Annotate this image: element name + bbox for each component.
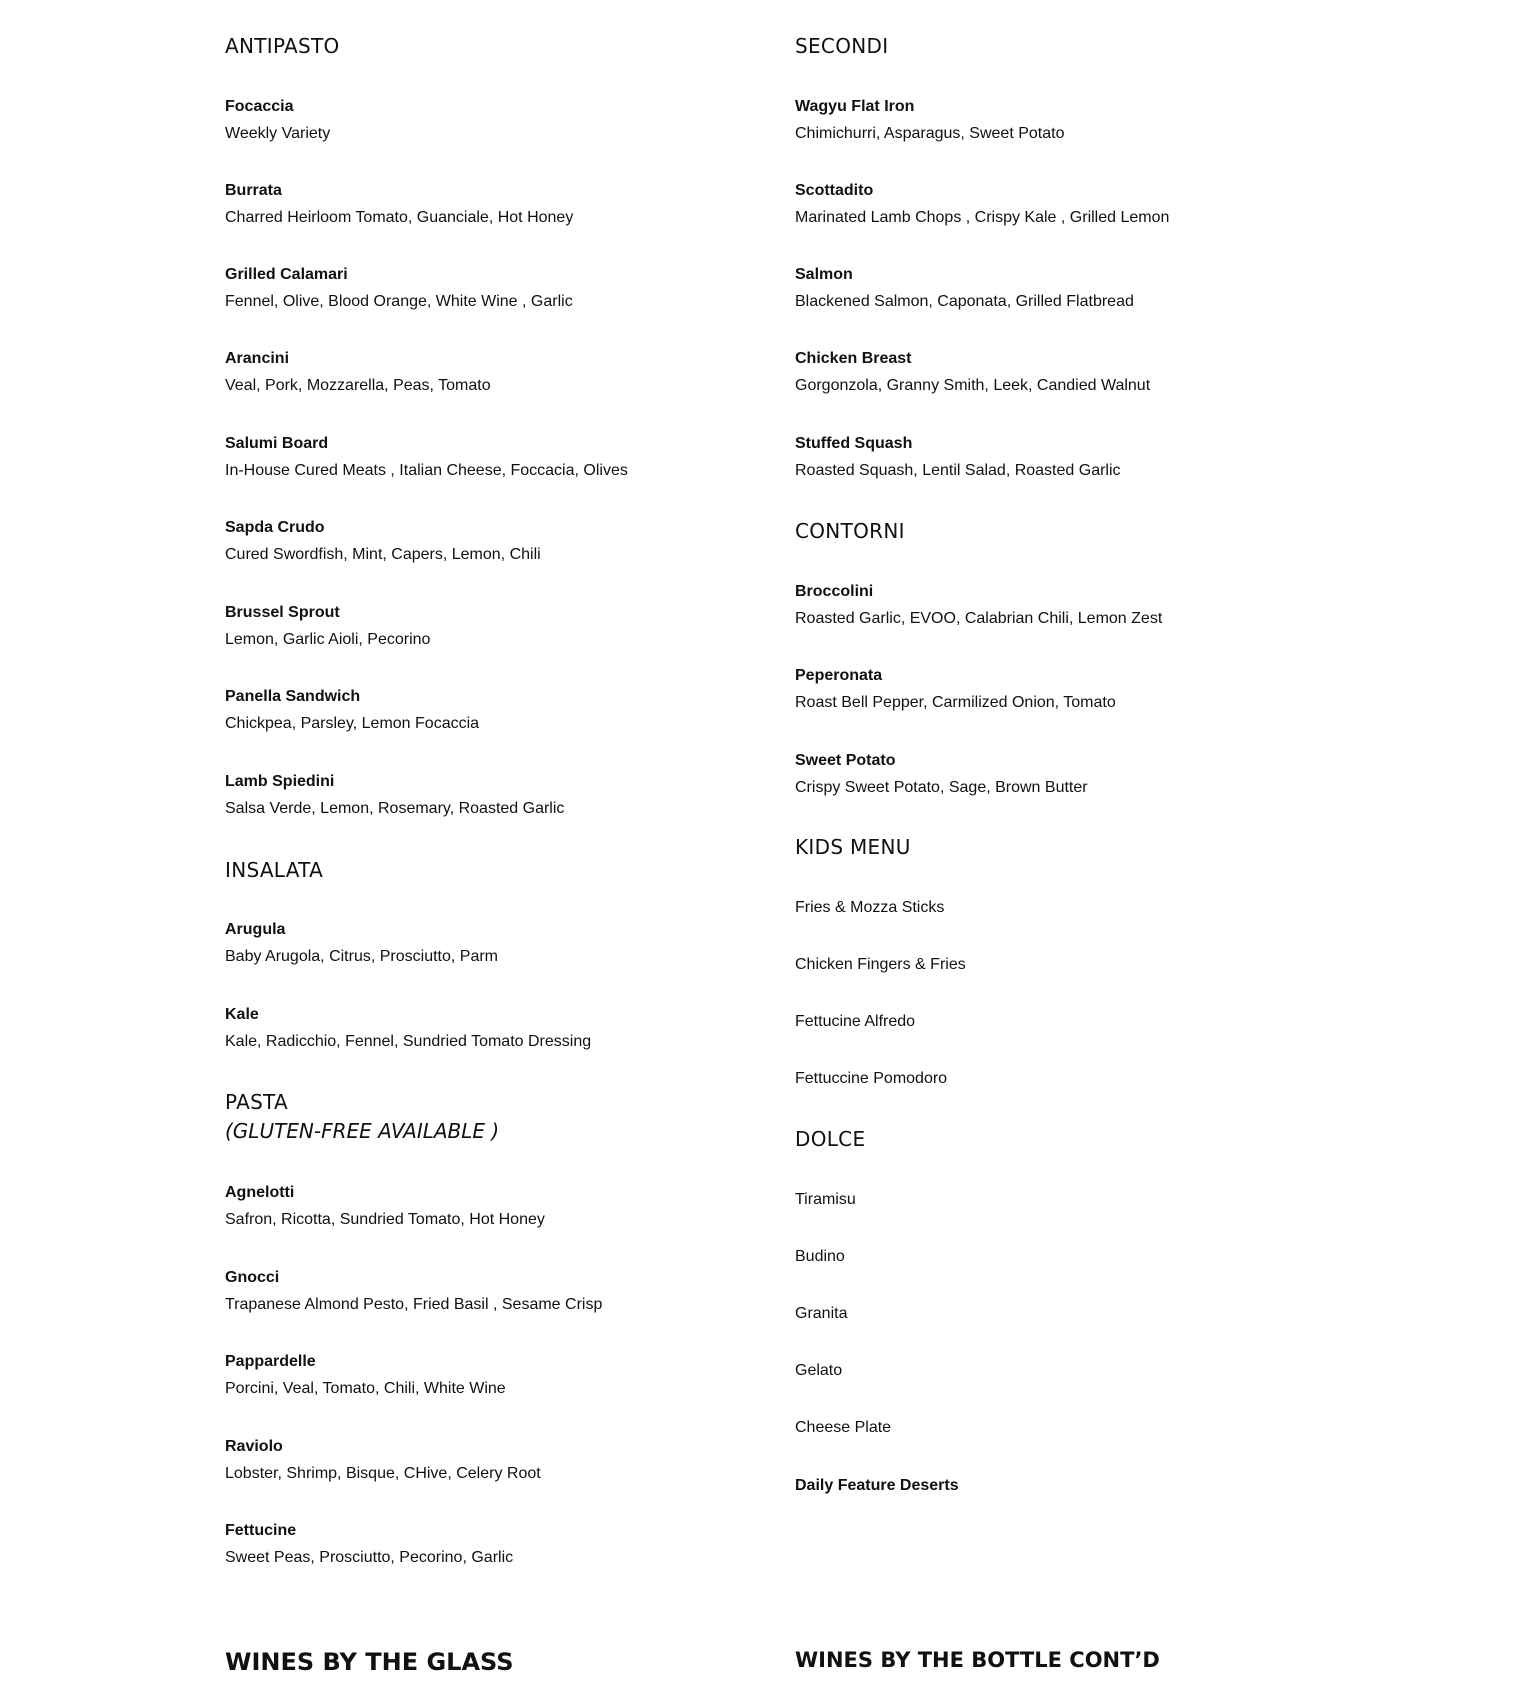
menu-item xyxy=(225,349,785,396)
section-title-wines-bottle: WINES BY THE BOTTLE CONT’D xyxy=(795,1648,1160,1672)
item-name: Focaccia xyxy=(225,98,294,115)
item-name: Arancini xyxy=(225,350,290,367)
item-desc: Roasted Squash, Lentil Salad, Roasted Garlic xyxy=(795,462,1121,479)
list-item: Cheese Plate xyxy=(795,1419,892,1436)
item-name: Gnocci xyxy=(225,1269,280,1286)
item-name: Arugula xyxy=(225,921,286,938)
menu-item xyxy=(225,97,785,144)
menu-item xyxy=(795,265,1355,312)
item-name: Brussel Sprout xyxy=(225,604,340,621)
item-name: Grilled Calamari xyxy=(225,266,348,283)
list-item: Granita xyxy=(795,1305,848,1322)
item-desc: Roast Bell Pepper, Carmilized Onion, Tomato xyxy=(795,694,1116,711)
menu-item xyxy=(225,1521,785,1568)
item-name: Agnelotti xyxy=(225,1184,295,1201)
item-name: Sweet Potato xyxy=(795,752,896,769)
item-name: Pappardelle xyxy=(225,1353,316,1370)
item-name: Fettucine xyxy=(225,1522,297,1539)
menu-item xyxy=(225,1437,785,1484)
item-name: Stuffed Squash xyxy=(795,435,913,452)
menu-item xyxy=(225,1005,785,1052)
item-desc: Weekly Variety xyxy=(225,125,331,142)
item-desc: Kale, Radicchio, Fennel, Sundried Tomato Dressing xyxy=(225,1033,592,1050)
menu-item xyxy=(225,772,785,819)
item-name: Raviolo xyxy=(225,1438,283,1455)
item-name: Kale xyxy=(225,1006,259,1023)
item-name: Lamb Spiedini xyxy=(225,773,335,790)
section-title-dolce: DOLCE xyxy=(795,1127,866,1151)
list-item: Tiramisu xyxy=(795,1191,856,1208)
menu-item xyxy=(795,97,1355,144)
menu-item xyxy=(225,518,785,565)
menu-item xyxy=(225,1352,785,1399)
menu-item xyxy=(795,181,1355,228)
item-name: Salumi Board xyxy=(225,435,329,452)
item-desc: Baby Arugola, Citrus, Prosciutto, Parm xyxy=(225,948,498,965)
menu-item xyxy=(225,434,785,481)
menu-item xyxy=(795,349,1355,396)
menu-item xyxy=(795,751,1355,798)
item-desc: Chickpea, Parsley, Lemon Focaccia xyxy=(225,715,480,732)
menu-item xyxy=(795,434,1355,481)
menu-item xyxy=(225,603,785,650)
menu-item xyxy=(225,1183,785,1230)
item-desc: In-House Cured Meats , Italian Cheese, Foccacia, Olives xyxy=(225,462,628,479)
section-title-antipasto: ANTIPASTO xyxy=(225,34,340,58)
item-desc: Blackened Salmon, Caponata, Grilled Flatbread xyxy=(795,293,1134,310)
item-name: Burrata xyxy=(225,182,282,199)
item-desc: Chimichurri, Asparagus, Sweet Potato xyxy=(795,125,1065,142)
item-name: Salmon xyxy=(795,266,853,283)
menu-item xyxy=(795,582,1355,629)
list-item: Budino xyxy=(795,1248,845,1265)
item-desc: Safron, Ricotta, Sundried Tomato, Hot Honey xyxy=(225,1211,545,1228)
section-title-contorni: CONTORNI xyxy=(795,519,905,543)
item-desc: Veal, Pork, Mozzarella, Peas, Tomato xyxy=(225,377,491,394)
menu-item xyxy=(225,181,785,228)
item-name: Sapda Crudo xyxy=(225,519,325,536)
list-item: Fettuccine Pomodoro xyxy=(795,1070,948,1087)
menu-item xyxy=(225,920,785,967)
item-desc: Trapanese Almond Pesto, Fried Basil , Sesame Crisp xyxy=(225,1296,603,1313)
item-desc: Lobster, Shrimp, Bisque, CHive, Celery Root xyxy=(225,1465,541,1482)
item-desc: Sweet Peas, Prosciutto, Pecorino, Garlic xyxy=(225,1549,514,1566)
section-title-secondi: SECONDI xyxy=(795,34,889,58)
item-name: Chicken Breast xyxy=(795,350,912,367)
menu-item xyxy=(225,265,785,312)
item-desc: Roasted Garlic, EVOO, Calabrian Chili, Lemon Zest xyxy=(795,610,1163,627)
menu-item xyxy=(795,666,1355,713)
menu-item xyxy=(225,1268,785,1315)
item-desc: Cured Swordfish, Mint, Capers, Lemon, Chili xyxy=(225,546,541,563)
menu-item xyxy=(225,687,785,734)
item-desc: Gorgonzola, Granny Smith, Leek, Candied Walnut xyxy=(795,377,1151,394)
item-desc: Crispy Sweet Potato, Sage, Brown Butter xyxy=(795,779,1088,796)
item-desc: Fennel, Olive, Blood Orange, White Wine , Garlic xyxy=(225,293,573,310)
section-title-wines-glass: WINES BY THE GLASS xyxy=(225,1648,514,1676)
item-name: Wagyu Flat Iron xyxy=(795,98,915,115)
list-item: Fettucine Alfredo xyxy=(795,1013,916,1030)
item-name: Peperonata xyxy=(795,667,883,684)
list-item: Chicken Fingers & Fries xyxy=(795,956,966,973)
item-desc: Lemon, Garlic Aioli, Pecorino xyxy=(225,631,431,648)
item-desc: Marinated Lamb Chops , Crispy Kale , Grilled Lemon xyxy=(795,209,1170,226)
section-title-kids-menu: KIDS MENU xyxy=(795,835,911,859)
item-desc: Charred Heirloom Tomato, Guanciale, Hot Honey xyxy=(225,209,574,226)
daily-feature-desserts: Daily Feature Deserts xyxy=(795,1477,959,1494)
item-name: Panella Sandwich xyxy=(225,688,361,705)
item-name: Scottadito xyxy=(795,182,874,199)
section-title-pasta: PASTA xyxy=(225,1090,289,1114)
item-name: Broccolini xyxy=(795,583,874,600)
item-desc: Salsa Verde, Lemon, Rosemary, Roasted Garlic xyxy=(225,800,565,817)
section-title-insalata: INSALATA xyxy=(225,858,324,882)
pasta-subtitle: (GLUTEN-FREE AVAILABLE ) xyxy=(225,1119,500,1143)
list-item: Gelato xyxy=(795,1362,843,1379)
list-item: Fries & Mozza Sticks xyxy=(795,899,945,916)
item-desc: Porcini, Veal, Tomato, Chili, White Wine xyxy=(225,1380,506,1397)
